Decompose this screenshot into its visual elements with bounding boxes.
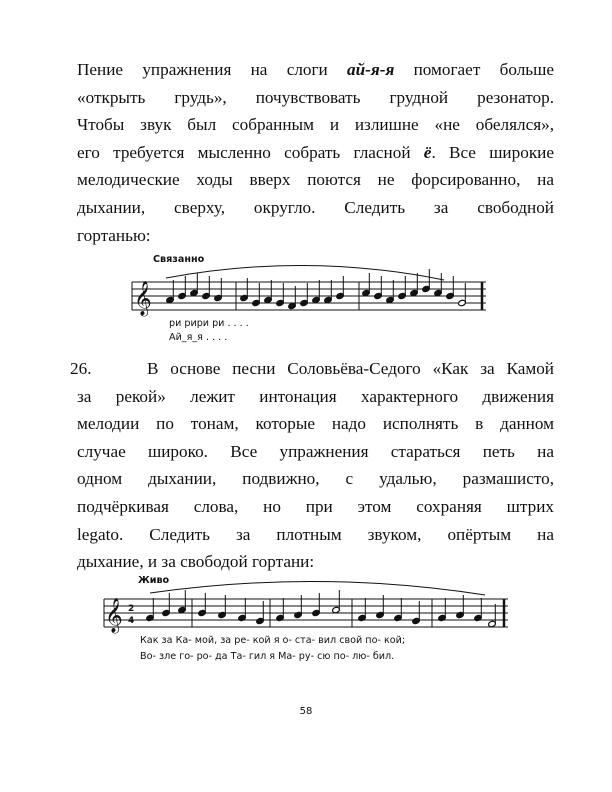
tempo-marking: Живо [138,575,170,586]
svg-text:𝄞: 𝄞 [105,598,123,633]
text-line: его требуется мысленно собрать гласной ё. Все широкие [77,142,554,162]
text-line: Пение упражнения на слоги ай-я-я помогает больше [77,60,554,79]
music-example-2 [100,573,512,669]
text-line: дыхание, и за свободой гортани: [77,552,315,572]
music-example-1 [126,252,488,348]
page-number: 58 [299,706,313,717]
text-line: мелодии по тонам, которые надо исполнять в данном [77,414,554,434]
text-line: подчёркивая слова, но при этом сохраняя штрих [77,496,554,516]
tempo-marking: Связанно [153,254,205,265]
list-number: 26. [70,359,92,378]
text-line: Чтобы звук был собранным и излишне «не обелялся», [77,115,554,135]
text-line: legato. Следить за плотным звуком, опёртым на [77,524,554,544]
text-line: «открыть грудь», почувствовать грудной резонатор. [77,87,554,107]
svg-text:4: 4 [128,616,135,626]
text-line: В основе песни Соловьёва-Седого «Как за Камой [147,359,554,378]
text-line: случае широко. Все упражнения стараться петь на [77,441,554,461]
svg-text:2: 2 [128,604,135,614]
text-line: одном дыхании, подвижно, с удалью, размашисто, [77,469,554,489]
svg-text:𝄞: 𝄞 [134,281,152,316]
text-line: гортанью: [77,225,151,245]
paragraph-2 [77,355,554,576]
text-line: мелодические ходы вверх поются не форсированно, на [77,170,554,190]
text-line: за рекой» лежит интонация характерного движения [77,386,554,406]
lyrics-line: ри рири ри . . . . [169,318,249,329]
lyrics-line: Во- зле го- ро- да Та- гил я Ма- ру- сю по- лю- бил. [140,651,395,662]
paragraph-1 [77,56,554,249]
lyrics-line: Ай_я_я . . . . [169,332,228,343]
text-line: дыхании, сверху, округло. Следить за свободной [77,197,554,217]
lyrics-line: Как за Ка- мой, за ре- кой я о- ста- вил свой по- кой; [140,635,406,646]
